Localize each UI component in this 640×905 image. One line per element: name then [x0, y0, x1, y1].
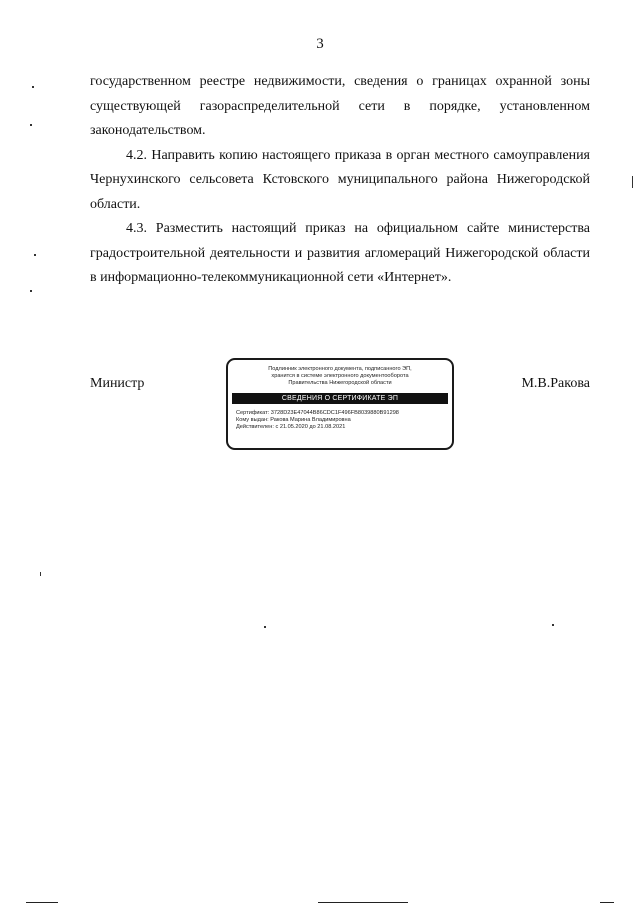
bottom-edge-line [26, 902, 58, 903]
paragraph-4-2 [90, 144, 590, 218]
signatory-title: Министр [90, 376, 145, 391]
scan-speck [264, 626, 266, 628]
scan-speck [30, 290, 32, 292]
stamp-validity: Действителен: с 21.05.2020 до 21.08.2021 [236, 424, 346, 430]
stamp-certificate-number: Сертификат: 3728D23E47044B86CDC1F496FB8039880B91298 [236, 410, 399, 416]
stamp-header-line: хранится в системе электронного документооборота [271, 373, 409, 379]
scan-speck [40, 572, 41, 576]
stamp-issued-to: Кому выдан: Ракова Марина Владимировна [236, 417, 351, 423]
scan-speck [32, 86, 34, 88]
bottom-edge-line [318, 902, 408, 903]
bottom-edge-line [600, 902, 614, 903]
paragraph-1-text: государственном реестре недвижимости, сведения о границах охранной зоны существующей газораспределительной сети в порядке, установленном законодательством. [90, 74, 590, 138]
paragraph-continuation [90, 70, 590, 144]
paragraph-3-text: 4.3. Разместить настоящий приказ на официальном сайте министерства градостроительной деятельности и развития агломераций Нижегородской области в информационно-телекоммуникационной сети «Интернет». [90, 221, 590, 285]
scan-speck [632, 176, 633, 188]
paragraph-2-text: 4.2. Направить копию настоящего приказа в орган местного самоуправления Чернухинского сельсовета Кстовского муниципального района Нижегородской области. [90, 147, 590, 212]
stamp-header [228, 366, 452, 387]
page-number: 3 [316, 36, 324, 52]
stamp-header-line: Подлинник электронного документа, подписанного ЭП, [268, 366, 412, 372]
signatory-name: М.В.Ракова [521, 376, 590, 391]
scan-speck [30, 124, 32, 126]
stamp-details [236, 410, 452, 431]
paragraph-4-3 [90, 217, 590, 291]
signature-block [0, 366, 640, 456]
electronic-signature-stamp [226, 358, 454, 450]
stamp-header-line: Правительства Нижегородской области [288, 380, 392, 386]
stamp-certificate-bar: СВЕДЕНИЯ О СЕРТИФИКАТЕ ЭП [232, 393, 448, 404]
scan-speck [34, 254, 36, 256]
body-text [90, 70, 590, 291]
scan-speck [552, 624, 554, 626]
